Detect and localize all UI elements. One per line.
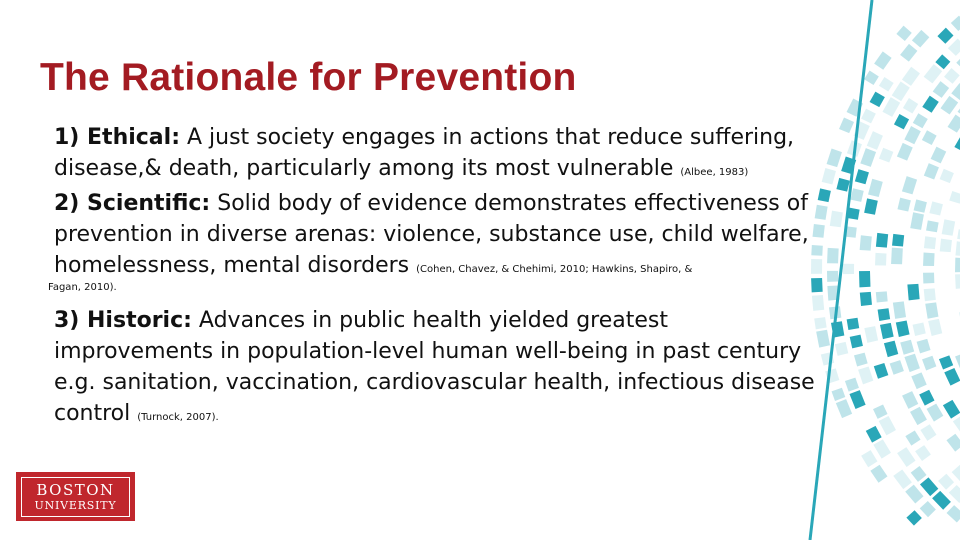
- decorative-tile: [903, 98, 918, 113]
- decorative-tile: [875, 253, 886, 266]
- decorative-tile: [940, 96, 958, 115]
- decorative-tile: [905, 485, 923, 504]
- decorative-tile: [864, 326, 878, 343]
- decorative-tile: [928, 319, 942, 336]
- decorative-tile: [953, 415, 960, 433]
- decorative-tile: [879, 77, 894, 91]
- decorative-tile: [897, 143, 913, 161]
- decorative-tile: [944, 68, 960, 84]
- decorative-tile: [935, 54, 950, 69]
- decorative-tile: [947, 505, 960, 522]
- decorative-tile: [922, 130, 937, 145]
- point-text: Solid body of evidence demonstrates effectiveness of prevention in diverse arenas: violence, substance use, child welfare, homelessness, mental disorders: [54, 191, 809, 278]
- decorative-tile: [850, 188, 863, 202]
- boston-university-logo: [16, 472, 135, 521]
- slide-title: The Rationale for Prevention: [40, 56, 577, 99]
- decorative-tile: [855, 169, 869, 184]
- decorative-tile: [894, 114, 909, 129]
- decorative-tile: [931, 147, 947, 164]
- decorative-tile: [866, 426, 882, 443]
- decorative-tile: [900, 340, 914, 355]
- decorative-tile: [917, 339, 931, 354]
- decorative-tile: [923, 253, 935, 266]
- decorative-tile: [946, 434, 960, 452]
- decorative-tile: [905, 430, 920, 445]
- point-citation: (Turnock, 2007).: [137, 412, 219, 423]
- decorative-tile: [879, 416, 896, 435]
- decorative-tile: [910, 407, 927, 425]
- decorative-tile: [867, 131, 883, 150]
- point-label: 3) Historic:: [54, 308, 192, 333]
- decorative-tile: [896, 26, 911, 41]
- point-scientific: [48, 188, 834, 295]
- decorative-tile: [924, 64, 943, 83]
- decorative-tile: [879, 148, 893, 163]
- decorative-tile: [902, 67, 920, 86]
- decorative-tile: [924, 163, 939, 179]
- decorative-tile: [955, 258, 960, 273]
- decorative-tile: [937, 28, 953, 44]
- decorative-tile: [858, 366, 873, 384]
- decorative-tile: [929, 201, 943, 215]
- decorative-tile: [948, 38, 960, 55]
- decorative-tile: [873, 405, 887, 419]
- logo-line-1: BOSTON: [36, 480, 115, 499]
- point-citation: (Cohen, Chavez, & Chehimi, 2010; Hawkins, Shapiro, &: [416, 264, 693, 275]
- decorative-tile: [870, 465, 887, 483]
- decorative-tile: [892, 81, 910, 101]
- decorative-tile: [925, 302, 938, 318]
- decorative-tile: [951, 16, 960, 31]
- decorative-tile: [896, 320, 910, 336]
- decorative-tile: [919, 390, 934, 406]
- decorative-tile: [943, 400, 960, 419]
- decorative-tile: [924, 288, 936, 301]
- decorative-tile: [920, 501, 936, 517]
- decorative-tile: [835, 342, 848, 356]
- decorative-tile: [880, 323, 894, 339]
- decorative-tile: [878, 308, 891, 321]
- decorative-tile: [860, 235, 872, 250]
- decorative-tile: [864, 198, 878, 214]
- decorative-tile: [927, 404, 944, 422]
- decorative-tile: [839, 117, 854, 133]
- decorative-tile: [939, 355, 953, 369]
- decorative-tile: [902, 391, 918, 409]
- decorative-tile: [843, 264, 854, 274]
- decorative-tile: [920, 424, 936, 441]
- point-label: 2) Scientific:: [54, 191, 211, 216]
- decorative-tile: [956, 54, 960, 70]
- decorative-tile: [954, 135, 960, 152]
- point-citation: (Albee, 1983): [680, 167, 749, 178]
- point-citation-continued: Fagan, 2010).: [48, 282, 117, 293]
- decorative-tile: [882, 97, 900, 117]
- slide-body: [48, 122, 834, 433]
- point-text: A just society engages in actions that reduce suffering, disease,& death, particularly among its most vulnerable: [54, 125, 795, 181]
- decorative-tile: [920, 477, 938, 496]
- decorative-tile: [926, 220, 939, 232]
- decorative-tile: [911, 372, 926, 389]
- decorative-tile: [933, 81, 949, 98]
- decorative-tile: [892, 234, 904, 247]
- decorative-tile: [915, 445, 931, 461]
- decorative-tile: [907, 284, 919, 301]
- decorative-tile: [900, 44, 917, 62]
- decorative-tile: [940, 239, 952, 253]
- decorative-tile: [868, 179, 883, 197]
- decorative-tile: [948, 115, 960, 133]
- decorative-tile: [845, 378, 859, 392]
- decorative-tile: [861, 109, 876, 124]
- decorative-tile: [874, 51, 891, 69]
- point-ethical: [54, 122, 834, 184]
- decorative-tile: [906, 510, 921, 525]
- point-label: 1) Ethical:: [54, 125, 180, 150]
- decorative-tile: [940, 169, 954, 183]
- decorative-tile: [873, 439, 891, 458]
- decorative-tile: [893, 469, 912, 489]
- decorative-tile: [860, 292, 872, 306]
- decorative-tile: [890, 360, 904, 375]
- decorative-tile: [923, 273, 934, 284]
- decorative-tile: [849, 390, 865, 409]
- decorative-tile: [864, 71, 879, 85]
- decorative-tile: [942, 219, 955, 236]
- decorative-tile: [938, 474, 954, 490]
- decorative-tile: [932, 491, 951, 510]
- decorative-tile: [860, 148, 876, 167]
- decorative-tile: [911, 466, 927, 482]
- decorative-tile: [870, 92, 885, 108]
- decorative-tile: [836, 399, 852, 418]
- decorative-tile: [884, 341, 898, 358]
- decorative-tile: [951, 83, 960, 100]
- point-historic: [54, 305, 834, 429]
- decorative-tile: [955, 353, 960, 370]
- decorative-tile: [874, 363, 889, 379]
- decorative-tile: [897, 198, 910, 212]
- decorative-tile: [904, 126, 920, 144]
- decorative-tile: [949, 485, 960, 503]
- point-text: Advances in public health yielded greatest improvements in population-level human well-being in past century e.g. sanitation, vaccination, cardiovascular health, infectious disease control: [54, 308, 815, 426]
- decorative-tile: [891, 248, 903, 265]
- decorative-tile: [955, 274, 960, 289]
- decorative-tile: [955, 241, 960, 256]
- decorative-tile: [861, 450, 877, 467]
- decorative-tile: [876, 291, 888, 302]
- decorative-tile: [922, 356, 936, 371]
- decorative-tile: [850, 335, 863, 349]
- decorative-tile: [913, 323, 926, 336]
- decorative-tile: [924, 236, 936, 249]
- logo-line-2: UNIVERSITY: [34, 498, 117, 512]
- decorative-tile: [914, 199, 927, 212]
- decorative-tile: [912, 30, 929, 48]
- logo-frame: [21, 477, 130, 517]
- decorative-tile: [876, 233, 888, 248]
- decorative-tile: [949, 191, 960, 204]
- decorative-tile: [910, 212, 924, 230]
- decorative-tile: [847, 318, 860, 330]
- decorative-tile: [836, 178, 849, 192]
- decorative-tile: [854, 353, 868, 367]
- decorative-tile: [902, 176, 917, 194]
- decorative-tile: [859, 271, 870, 287]
- decorative-tile: [922, 96, 939, 113]
- decorative-tile: [904, 354, 920, 372]
- decorative-tile: [893, 301, 906, 319]
- decorative-tile: [897, 447, 915, 467]
- decorative-tile: [944, 368, 960, 386]
- decorative-tile: [913, 113, 928, 128]
